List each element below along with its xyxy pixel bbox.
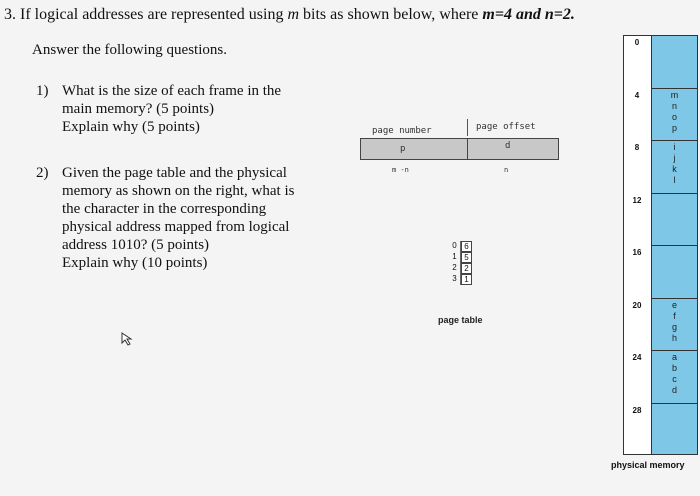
question-title-m: m — [287, 6, 300, 23]
page-table-index: 0 — [452, 241, 457, 250]
memory-cell-char: h — [671, 333, 677, 343]
page-table-frame: 5 — [461, 252, 472, 263]
page-table-frame: 6 — [461, 241, 472, 252]
subquestion-line: address 1010? (5 points) — [62, 237, 210, 253]
d-symbol: d — [505, 141, 511, 151]
memory-cell-char: o — [671, 112, 677, 122]
physical-memory-label: physical memory — [611, 460, 685, 470]
memory-frame-divider — [651, 403, 698, 404]
memory-frame-divider — [651, 245, 698, 246]
memory-address-label: 28 — [632, 406, 642, 415]
memory-cell-char: f — [673, 311, 676, 321]
subquestion-line: Explain why (10 points) — [62, 255, 208, 271]
question-title-condition: m=4 and n=2. — [482, 6, 575, 23]
page-offset-field — [467, 138, 559, 160]
memory-cell-char: p — [671, 123, 677, 133]
memory-address-label: 16 — [632, 248, 642, 257]
subquestion-number: 2) — [36, 165, 49, 181]
p-bits-label: m -n — [392, 166, 409, 174]
p-symbol: p — [400, 144, 406, 154]
memory-cell-char: j — [673, 153, 676, 163]
memory-cell-char: l — [673, 175, 676, 185]
memory-frame-divider — [651, 350, 698, 351]
memory-address-label: 8 — [634, 143, 640, 152]
page-offset-label: page offset — [476, 122, 536, 132]
subquestion-line: the character in the corresponding — [62, 201, 267, 217]
memory-cell-char: m — [670, 90, 679, 100]
subquestion-line: main memory? (5 points) — [62, 101, 215, 117]
memory-cell-char: g — [671, 322, 677, 332]
page-table-frame: 2 — [461, 263, 472, 274]
subquestion-2 — [36, 164, 294, 272]
memory-cell-char: k — [672, 164, 677, 174]
page-table-index: 3 — [452, 274, 457, 283]
memory-frame-divider — [651, 298, 698, 299]
page-table-label: page table — [438, 315, 483, 325]
subquestion-line: Given the page table and the physical — [62, 165, 287, 181]
page-number-field — [360, 138, 468, 160]
d-bits-label: n — [504, 166, 509, 174]
label-divider — [467, 119, 468, 136]
memory-address-label: 4 — [634, 91, 640, 100]
question-title-prefix: 3. If logical addresses are represented using — [4, 6, 288, 23]
memory-frame-divider — [651, 140, 698, 141]
memory-cell-char: n — [671, 101, 677, 111]
question-title-mid: bits as shown below, where — [299, 6, 483, 23]
subquestion-line: What is the size of each frame in the — [62, 83, 282, 99]
memory-address-label: 0 — [634, 38, 640, 47]
page-number-label: page number — [372, 126, 432, 136]
mouse-cursor-icon — [120, 332, 134, 346]
subquestion-line: physical address mapped from logical — [62, 219, 290, 235]
page-table-index: 2 — [452, 263, 457, 272]
memory-cell-char: i — [673, 142, 676, 152]
question-intro: Answer the following questions. — [32, 42, 227, 58]
memory-cell-char: b — [671, 363, 677, 373]
memory-address-label: 20 — [632, 301, 642, 310]
subquestion-number: 1) — [36, 83, 49, 99]
page-table-index: 1 — [452, 252, 457, 261]
memory-address-label: 24 — [632, 353, 642, 362]
memory-cell-char: c — [672, 374, 677, 384]
page-table-frame: 1 — [461, 274, 472, 285]
memory-address-label: 12 — [632, 196, 642, 205]
memory-frame-divider — [651, 88, 698, 89]
memory-cell-char: e — [671, 300, 677, 310]
question-title — [4, 6, 575, 24]
subquestion-line: memory as shown on the right, what is — [62, 183, 295, 199]
subquestion-1 — [36, 82, 281, 136]
memory-cell-char: a — [671, 352, 677, 362]
memory-cell-char: d — [671, 385, 677, 395]
subquestion-line: Explain why (5 points) — [62, 119, 200, 135]
memory-frame-divider — [651, 193, 698, 194]
